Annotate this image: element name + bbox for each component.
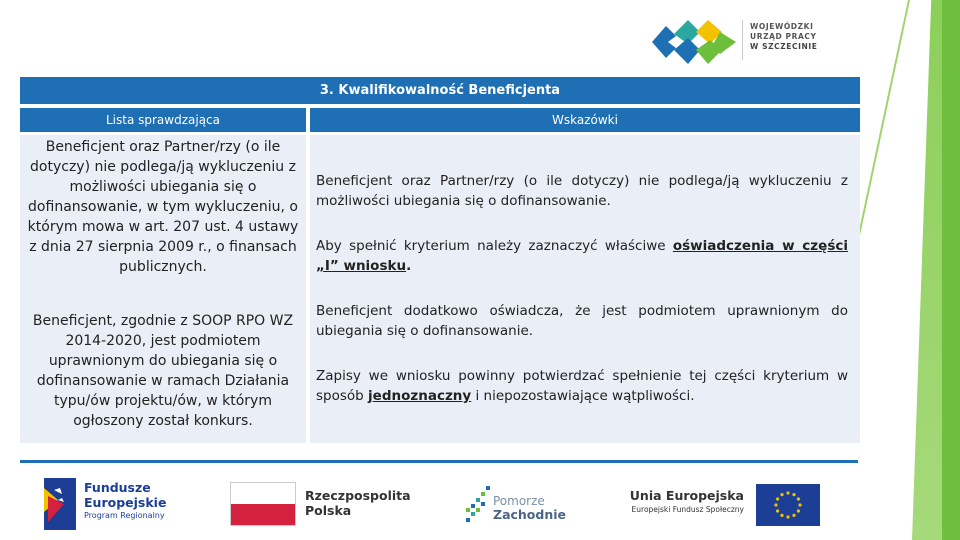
column-header-hints: Wskazówki (310, 108, 860, 132)
bottom-divider (20, 460, 858, 463)
hint-2-emphasis: oświadczenia w części „I” wniosku (316, 238, 848, 274)
hint-4-text: Zapisy we wniosku powinny potwierdzać spełnienie tej części kryterium w sposób (316, 368, 848, 404)
footer-logos (0, 466, 960, 540)
ue-line-2: Europejski Fundusz Społeczny (631, 505, 744, 514)
ue-line-1: Unia Europejska (629, 488, 744, 503)
hint-paragraph-2 (316, 236, 848, 276)
hint-2-text: Aby spełnić kryterium należy zaznaczyć właściwe (316, 238, 673, 254)
fundusze-europejskie-icon (44, 478, 76, 530)
checklist-item-1: Beneficjent oraz Partner/rzy (o ile dotyczy) nie podlega/ją wykluczeniu z możliwości ubiegania się o dofinansowanie, w tym wykluczeniu, o którym mowa w art. 207 ust. 4 ustawy z dnia 27 sierpnia 2009 r., o finansach publicznych. (27, 139, 299, 275)
hints-cell (310, 135, 860, 443)
logo-line-1: WOJEWÓDZKI (750, 22, 814, 31)
checklist-item-2: Beneficjent, zgodnie z SOOP RPO WZ 2014-2020, jest podmiotem uprawnionym do ubiegania się o dofinansowanie w ramach Działania typu/ów projektu/ów, w którym ogłoszony został konkurs. (32, 313, 294, 429)
decorative-stripes (860, 0, 960, 540)
hint-paragraph-3: Beneficjent dodatkowo oświadcza, że jest podmiotem uprawnionym do ubiegania się o dofinansowanie. (316, 303, 848, 339)
logo-divider (742, 20, 743, 60)
table-title: 3. Kwalifikowalność Beneficjenta (20, 77, 860, 104)
pl-line-2: Polska (305, 503, 352, 518)
pz-line-2: Zachodnie (493, 507, 567, 522)
hint-4-emphasis: jednoznaczny (368, 388, 472, 404)
hint-2-end: . (406, 258, 412, 274)
hint-4-end: i niepozostawiające wątpliwości. (471, 388, 695, 404)
wup-logo-icon (650, 14, 738, 70)
criteria-table (20, 77, 860, 443)
fe-line-3: Program Regionalny (84, 511, 165, 520)
pz-line-1: Pomorze (493, 494, 545, 508)
logo-line-3: W SZCZECINIE (750, 42, 818, 51)
green-stripe-edge (942, 0, 960, 540)
fe-line-1: Fundusze (84, 480, 151, 495)
hint-paragraph-1: Beneficjent oraz Partner/rzy (o ile dotyczy) nie podlega/ją wykluczeniu z możliwości ubiegania się o dofinansowanie. (316, 173, 848, 209)
hint-paragraph-4 (316, 366, 848, 406)
wup-logo-text (750, 22, 830, 52)
checklist-cell (20, 135, 306, 443)
logo-line-2: URZĄD PRACY (750, 32, 817, 41)
column-header-checklist: Lista sprawdzająca (20, 108, 306, 132)
fe-line-2: Europejskie (84, 495, 167, 510)
rzeczpospolita-text (305, 488, 411, 518)
pomorze-zachodnie-text (493, 494, 566, 522)
wup-logo (650, 14, 830, 70)
fundusze-europejskie-text (84, 480, 194, 521)
pl-line-1: Rzeczpospolita (305, 488, 411, 503)
green-thin-stripe (860, 0, 910, 540)
eu-flag-icon (756, 484, 820, 526)
unia-europejska-text (612, 488, 744, 516)
poland-flag-icon (230, 482, 296, 526)
